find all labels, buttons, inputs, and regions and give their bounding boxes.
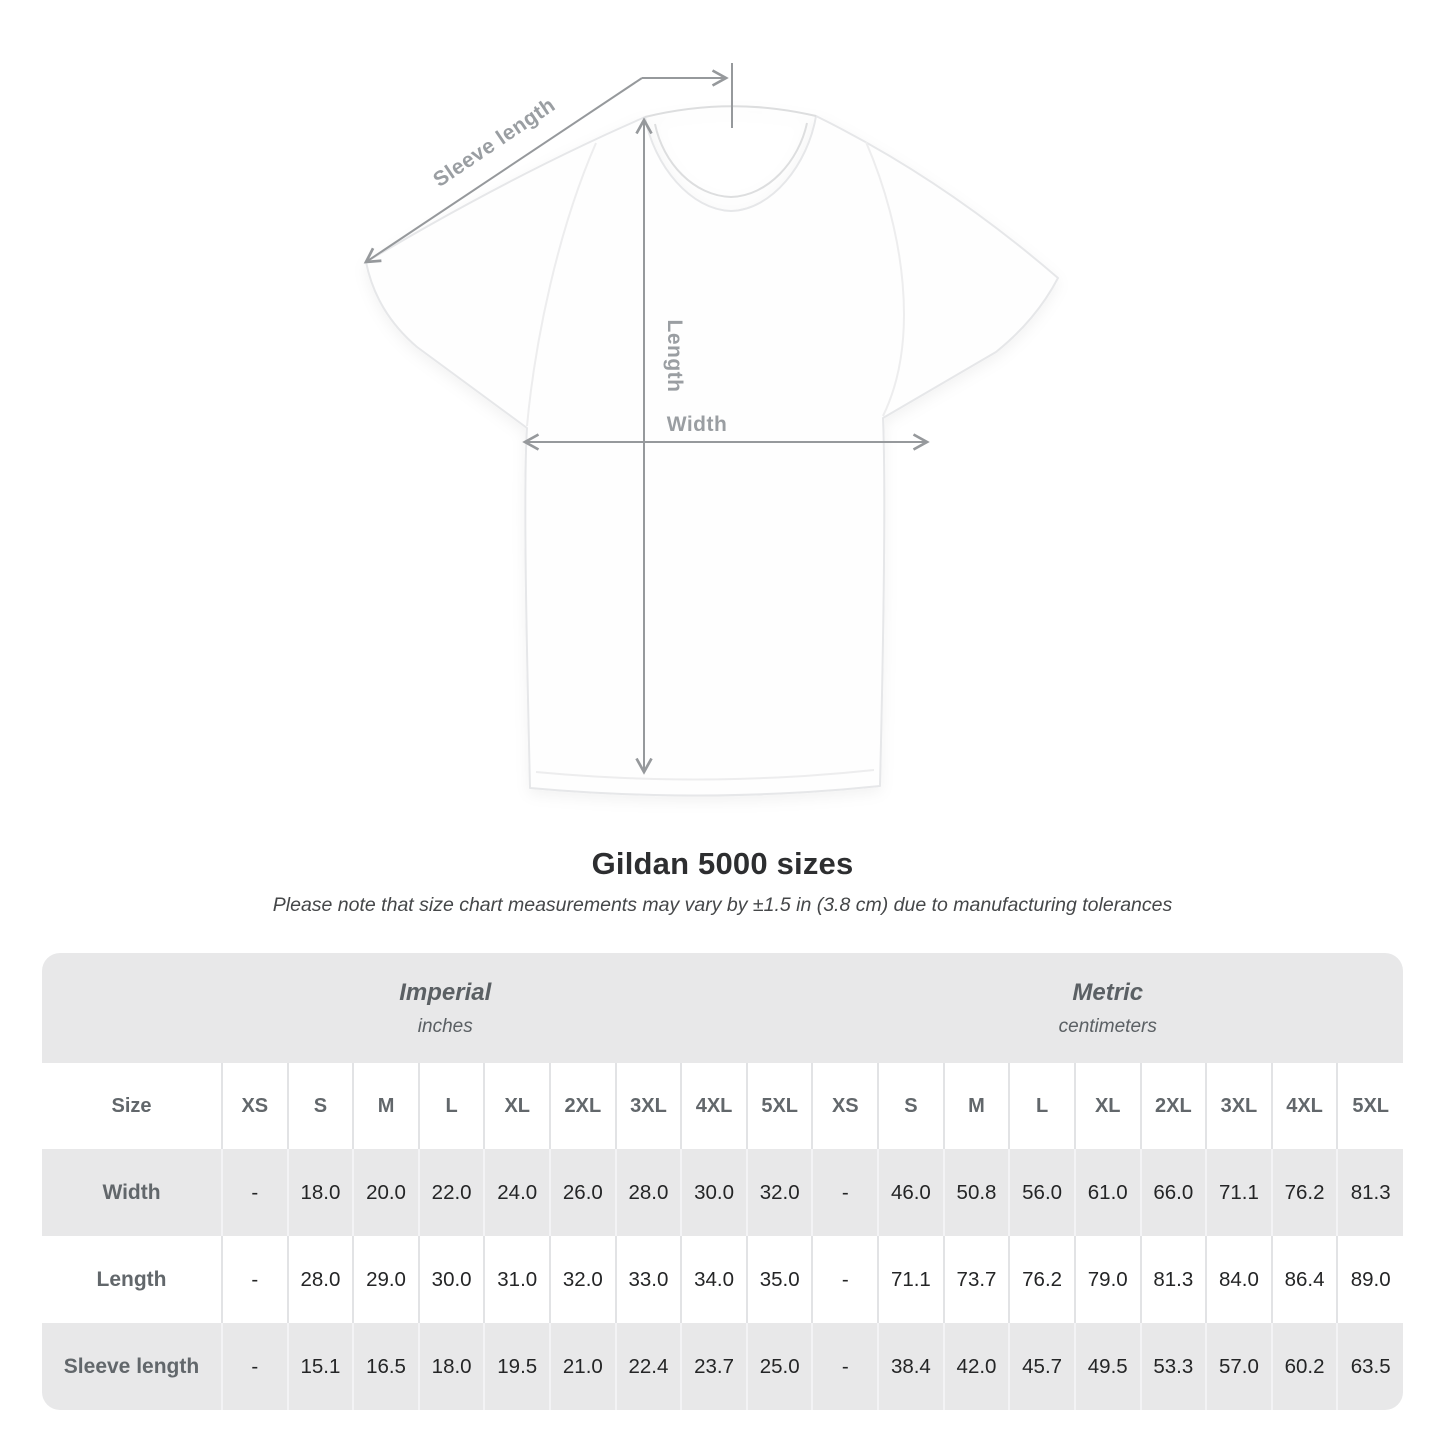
value-cell: 38.4 <box>878 1323 944 1410</box>
value-cell: - <box>222 1323 288 1410</box>
value-cell: 28.0 <box>288 1236 354 1323</box>
col-header-metric-5xl: 5XL <box>1337 1063 1403 1149</box>
col-header-imperial-m: M <box>353 1063 419 1149</box>
imperial-label: Imperial <box>399 978 492 1006</box>
imperial-unit-label: inches <box>417 1015 473 1037</box>
value-cell: 66.0 <box>1141 1149 1207 1236</box>
sleeve-length-label: Sleeve length <box>429 93 560 192</box>
value-cell: 34.0 <box>681 1236 747 1323</box>
value-cell: 53.3 <box>1141 1323 1207 1410</box>
value-cell: 26.0 <box>550 1149 616 1236</box>
width-row <box>42 1149 1403 1236</box>
col-header-imperial-l: L <box>419 1063 485 1149</box>
value-cell: 57.0 <box>1206 1323 1272 1410</box>
value-cell: 86.4 <box>1272 1236 1338 1323</box>
col-header-imperial-5xl: 5XL <box>747 1063 813 1149</box>
imperial-group-header <box>42 953 812 1063</box>
value-cell: 71.1 <box>1206 1149 1272 1236</box>
col-header-imperial-xs: XS <box>222 1063 288 1149</box>
value-cell: - <box>812 1236 878 1323</box>
metric-label: Metric <box>1072 978 1144 1006</box>
value-cell: 76.2 <box>1009 1236 1075 1323</box>
value-cell: 46.0 <box>878 1149 944 1236</box>
tshirt-body <box>366 116 1058 796</box>
col-header-imperial-3xl: 3XL <box>616 1063 682 1149</box>
row-label-length: Length <box>42 1236 222 1323</box>
col-header-imperial-xl: XL <box>484 1063 550 1149</box>
sleeve-length-row <box>42 1323 1403 1410</box>
page-subtitle: Please note that size chart measurements may vary by ±1.5 in (3.8 cm) due to manufacturing tolerances <box>272 894 1173 916</box>
col-header-imperial-4xl: 4XL <box>681 1063 747 1149</box>
value-cell: 71.1 <box>878 1236 944 1323</box>
value-cell: 79.0 <box>1075 1236 1141 1323</box>
value-cell: 33.0 <box>616 1236 682 1323</box>
col-header-imperial-2xl: 2XL <box>550 1063 616 1149</box>
value-cell: 61.0 <box>1075 1149 1141 1236</box>
value-cell: 42.0 <box>944 1323 1010 1410</box>
col-header-metric-3xl: 3XL <box>1206 1063 1272 1149</box>
metric-group-header <box>812 953 1403 1063</box>
value-cell: 29.0 <box>353 1236 419 1323</box>
value-cell: 84.0 <box>1206 1236 1272 1323</box>
col-header-metric-m: M <box>944 1063 1010 1149</box>
size-table <box>42 953 1403 1410</box>
value-cell: - <box>222 1236 288 1323</box>
col-header-metric-l: L <box>1009 1063 1075 1149</box>
value-cell: 25.0 <box>747 1323 813 1410</box>
value-cell: 18.0 <box>288 1149 354 1236</box>
value-cell: 32.0 <box>550 1236 616 1323</box>
metric-unit-label: centimeters <box>1058 1015 1157 1037</box>
value-cell: 73.7 <box>944 1236 1010 1323</box>
value-cell: 89.0 <box>1337 1236 1403 1323</box>
value-cell: 50.8 <box>944 1149 1010 1236</box>
value-cell: 60.2 <box>1272 1323 1338 1410</box>
value-cell: 18.0 <box>419 1323 485 1410</box>
back-collar-line <box>645 106 816 117</box>
col-header-metric-xl: XL <box>1075 1063 1141 1149</box>
value-cell: 16.5 <box>353 1323 419 1410</box>
size-column-header: Size <box>42 1063 222 1149</box>
value-cell: 30.0 <box>419 1236 485 1323</box>
value-cell: 35.0 <box>747 1236 813 1323</box>
length-row <box>42 1236 1403 1323</box>
page-title: Gildan 5000 sizes <box>591 846 854 881</box>
unit-group-row <box>42 953 1403 1063</box>
value-cell: - <box>222 1149 288 1236</box>
tshirt-measurement-diagram <box>330 60 1120 820</box>
row-label-sleeve-length: Sleeve length <box>42 1323 222 1410</box>
value-cell: 76.2 <box>1272 1149 1338 1236</box>
value-cell: 15.1 <box>288 1323 354 1410</box>
value-cell: - <box>812 1323 878 1410</box>
value-cell: 30.0 <box>681 1149 747 1236</box>
length-label: Length <box>663 319 686 393</box>
value-cell: 32.0 <box>747 1149 813 1236</box>
tshirt-graphic <box>366 106 1058 795</box>
size-header-row <box>42 1063 1403 1149</box>
value-cell: - <box>812 1149 878 1236</box>
value-cell: 23.7 <box>681 1323 747 1410</box>
value-cell: 81.3 <box>1337 1149 1403 1236</box>
value-cell: 19.5 <box>484 1323 550 1410</box>
col-header-metric-xs: XS <box>812 1063 878 1149</box>
value-cell: 45.7 <box>1009 1323 1075 1410</box>
row-label-width: Width <box>42 1149 222 1236</box>
value-cell: 31.0 <box>484 1236 550 1323</box>
value-cell: 56.0 <box>1009 1149 1075 1236</box>
value-cell: 28.0 <box>616 1149 682 1236</box>
col-header-metric-4xl: 4XL <box>1272 1063 1338 1149</box>
value-cell: 81.3 <box>1141 1236 1207 1323</box>
value-cell: 22.0 <box>419 1149 485 1236</box>
value-cell: 21.0 <box>550 1323 616 1410</box>
value-cell: 63.5 <box>1337 1323 1403 1410</box>
col-header-metric-2xl: 2XL <box>1141 1063 1207 1149</box>
col-header-imperial-s: S <box>288 1063 354 1149</box>
value-cell: 49.5 <box>1075 1323 1141 1410</box>
value-cell: 20.0 <box>353 1149 419 1236</box>
value-cell: 22.4 <box>616 1323 682 1410</box>
width-label: Width <box>666 413 728 436</box>
value-cell: 24.0 <box>484 1149 550 1236</box>
col-header-metric-s: S <box>878 1063 944 1149</box>
